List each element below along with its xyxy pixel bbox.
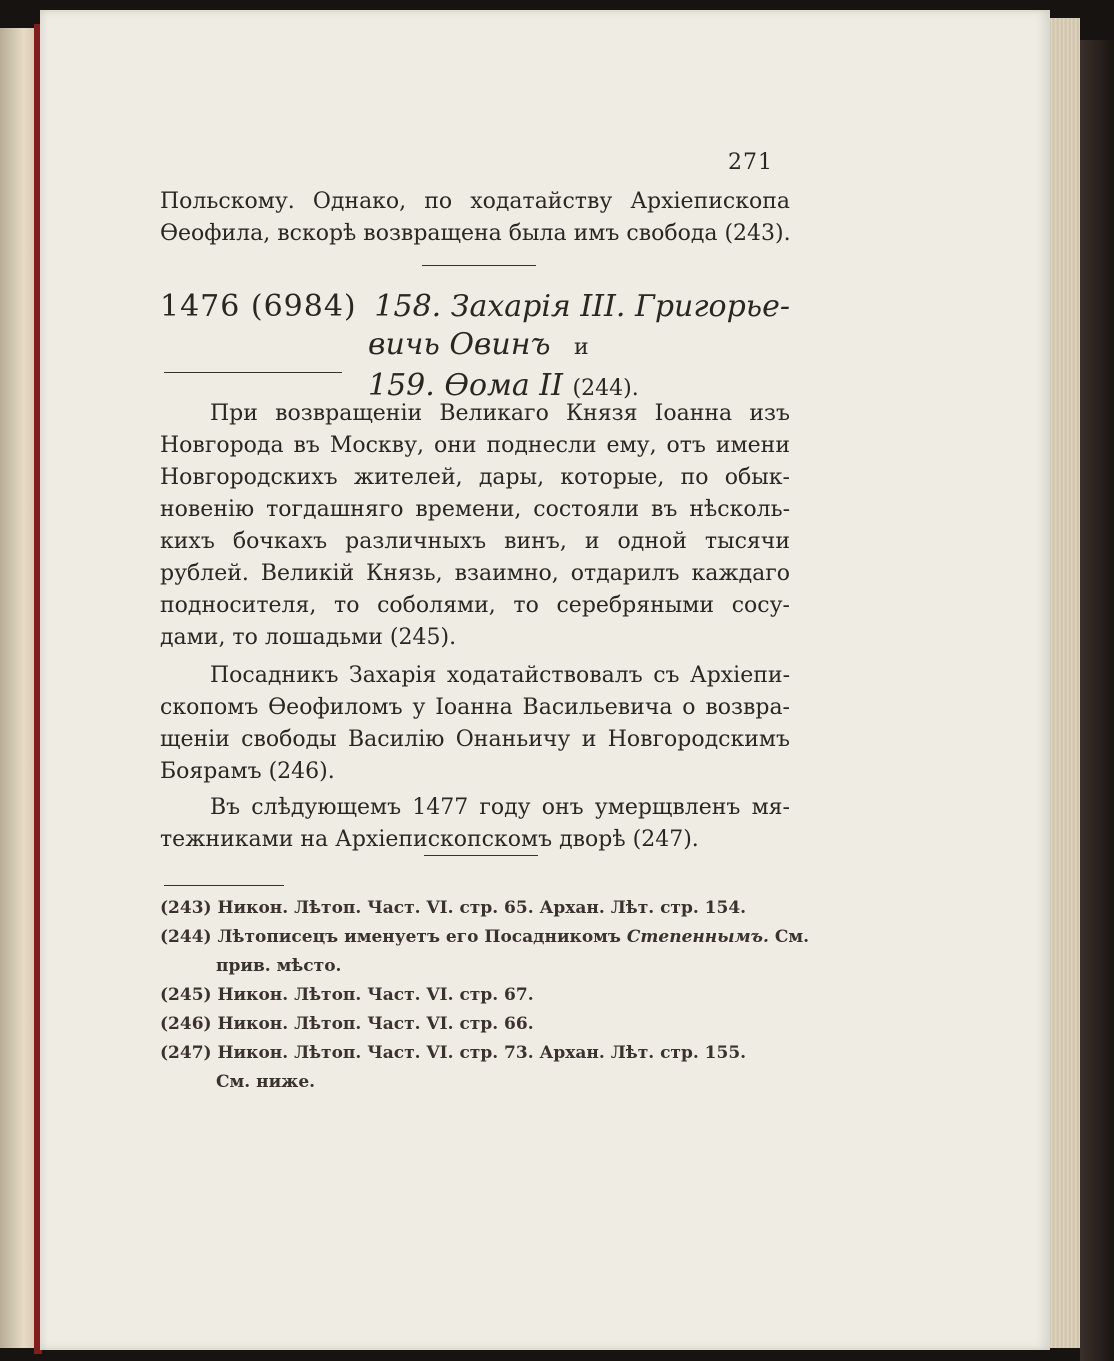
footnote-continuation: См. ниже. xyxy=(216,1072,316,1092)
footnote-number: (243) xyxy=(160,898,212,918)
book-page xyxy=(40,10,1050,1350)
heading-entry-number: 159. xyxy=(368,368,435,403)
text-line: дами, то лошадьми (245). xyxy=(160,625,457,650)
text-line: При возвращеніи Великаго Князя Іоанна изъ xyxy=(210,401,790,426)
paragraph-1 xyxy=(160,398,790,654)
text-line: Въ слѣдующемъ 1477 году онъ умерщвленъ мя- xyxy=(210,795,790,820)
text-line: рублей. Великій Князь, взаимно, отдарилъ каждаго xyxy=(160,561,790,586)
footnote-rule xyxy=(164,885,284,886)
footnote-number: (246) xyxy=(160,1014,212,1034)
section-divider xyxy=(422,265,536,266)
text-line: щеніи свободы Василію Онаньичу и Новгородскимъ xyxy=(160,727,790,752)
text-line: Ѳеофила, вскорѣ возвращена была имъ свобода (243). xyxy=(160,221,791,246)
text-line: Боярамъ (246). xyxy=(160,759,335,784)
heading-rule xyxy=(164,372,342,373)
footnote-number: (247) xyxy=(160,1043,212,1063)
text-line: подносителя, то соболями, то серебряными сосу- xyxy=(160,593,790,618)
background-shadow xyxy=(1080,40,1114,1361)
entry-heading xyxy=(160,288,790,408)
paragraph-2 xyxy=(160,660,790,788)
text-line: Новгородскихъ жителей, дары, которые, по обык- xyxy=(160,465,790,490)
text-line: Посадникъ Захарія ходатайствовалъ съ Архіепи- xyxy=(210,663,790,688)
text-line: Польскому. Однако, по ходатайству Архіепископа xyxy=(160,189,790,214)
page-number: 271 xyxy=(728,150,773,175)
footnote-243 xyxy=(160,894,800,923)
text-line: новенію тогдашняго времени, состояли въ нѣсколь- xyxy=(160,497,790,522)
footnote-245 xyxy=(160,981,800,1010)
footnote-text: Никон. Лѣтоп. Част. VI. стр. 73. Архан. Лѣт. стр. 155. xyxy=(217,1043,747,1063)
text-line: Новгорода въ Москву, они поднесли ему, отъ имени xyxy=(160,433,790,458)
paragraph-3 xyxy=(160,792,790,856)
footnote-text: Лѣтописецъ именуетъ его Посадникомъ xyxy=(217,927,621,947)
footnote-text-italic: Степеннымъ. xyxy=(626,927,769,947)
footnote-text: Никон. Лѣтоп. Част. VI. стр. 65. Архан. Лѣт. стр. 154. xyxy=(217,898,747,918)
footnote-text: Никон. Лѣтоп. Част. VI. стр. 66. xyxy=(217,1014,534,1034)
heading-entry-name: Ѳома II xyxy=(444,368,563,403)
footnotes xyxy=(160,894,810,1097)
footnote-continuation: прив. мѣсто. xyxy=(216,956,342,976)
heading-footnote-ref: (244). xyxy=(572,376,639,401)
heading-entry-name: Захарія III. Григорье- xyxy=(450,289,790,324)
footnote-246 xyxy=(160,1010,800,1039)
heading-year: 1476 (6984) xyxy=(160,289,357,324)
footnote-text: См. xyxy=(774,927,810,947)
opening-text xyxy=(160,186,790,250)
footnote-244 xyxy=(160,923,810,952)
text-line: тежниками на Архіепископскомъ дворѣ (247). xyxy=(160,827,699,852)
text-line: скопомъ Ѳеофиломъ у Іоанна Васильевича о возвра- xyxy=(160,695,790,720)
footnote-number: (245) xyxy=(160,985,212,1005)
footnote-247 xyxy=(160,1039,800,1068)
heading-conjunction: и xyxy=(574,335,589,360)
heading-entry-number: 158. xyxy=(374,289,442,324)
left-page-edge xyxy=(0,28,34,1348)
section-divider xyxy=(424,855,538,856)
heading-entry-name-cont: вичь Овинъ xyxy=(368,327,551,362)
footnote-number: (244) xyxy=(160,927,212,947)
text-line: кихъ бочкахъ различныхъ винъ, и одной тысячи xyxy=(160,529,790,554)
footnote-text: Никон. Лѣтоп. Част. VI. стр. 67. xyxy=(217,985,534,1005)
